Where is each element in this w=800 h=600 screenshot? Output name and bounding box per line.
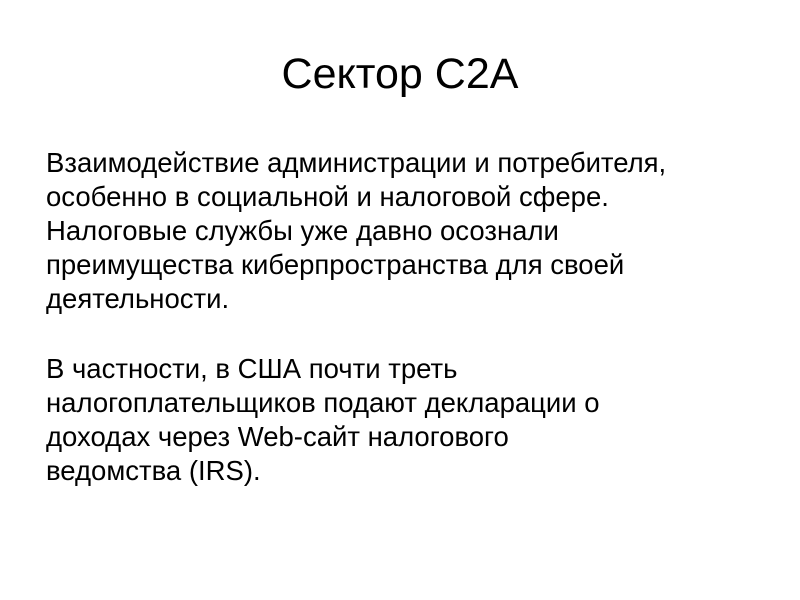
paragraph-line: налогоплательщиков подают декларации о xyxy=(46,387,600,418)
paragraph-line: В частности, в США почти треть xyxy=(46,353,458,384)
slide-title: Сектор C2A xyxy=(281,50,519,98)
paragraph-line: преимущества киберпространства для своей xyxy=(46,249,625,280)
paragraph-line: Взаимодействие администрации и потребителя, xyxy=(46,147,667,178)
paragraph-line: доходах через Web-сайт налогового xyxy=(46,421,509,452)
paragraph-c2a-interaction xyxy=(46,146,766,316)
paragraph-usa-example xyxy=(46,352,766,488)
slide-body xyxy=(46,146,766,488)
paragraph-line: ведомства (IRS). xyxy=(46,455,261,486)
paragraph-line: особенно в социальной и налоговой сфере. xyxy=(46,181,609,212)
paragraph-line: Налоговые службы уже давно осознали xyxy=(46,215,559,246)
paragraph-line: деятельности. xyxy=(46,283,230,314)
